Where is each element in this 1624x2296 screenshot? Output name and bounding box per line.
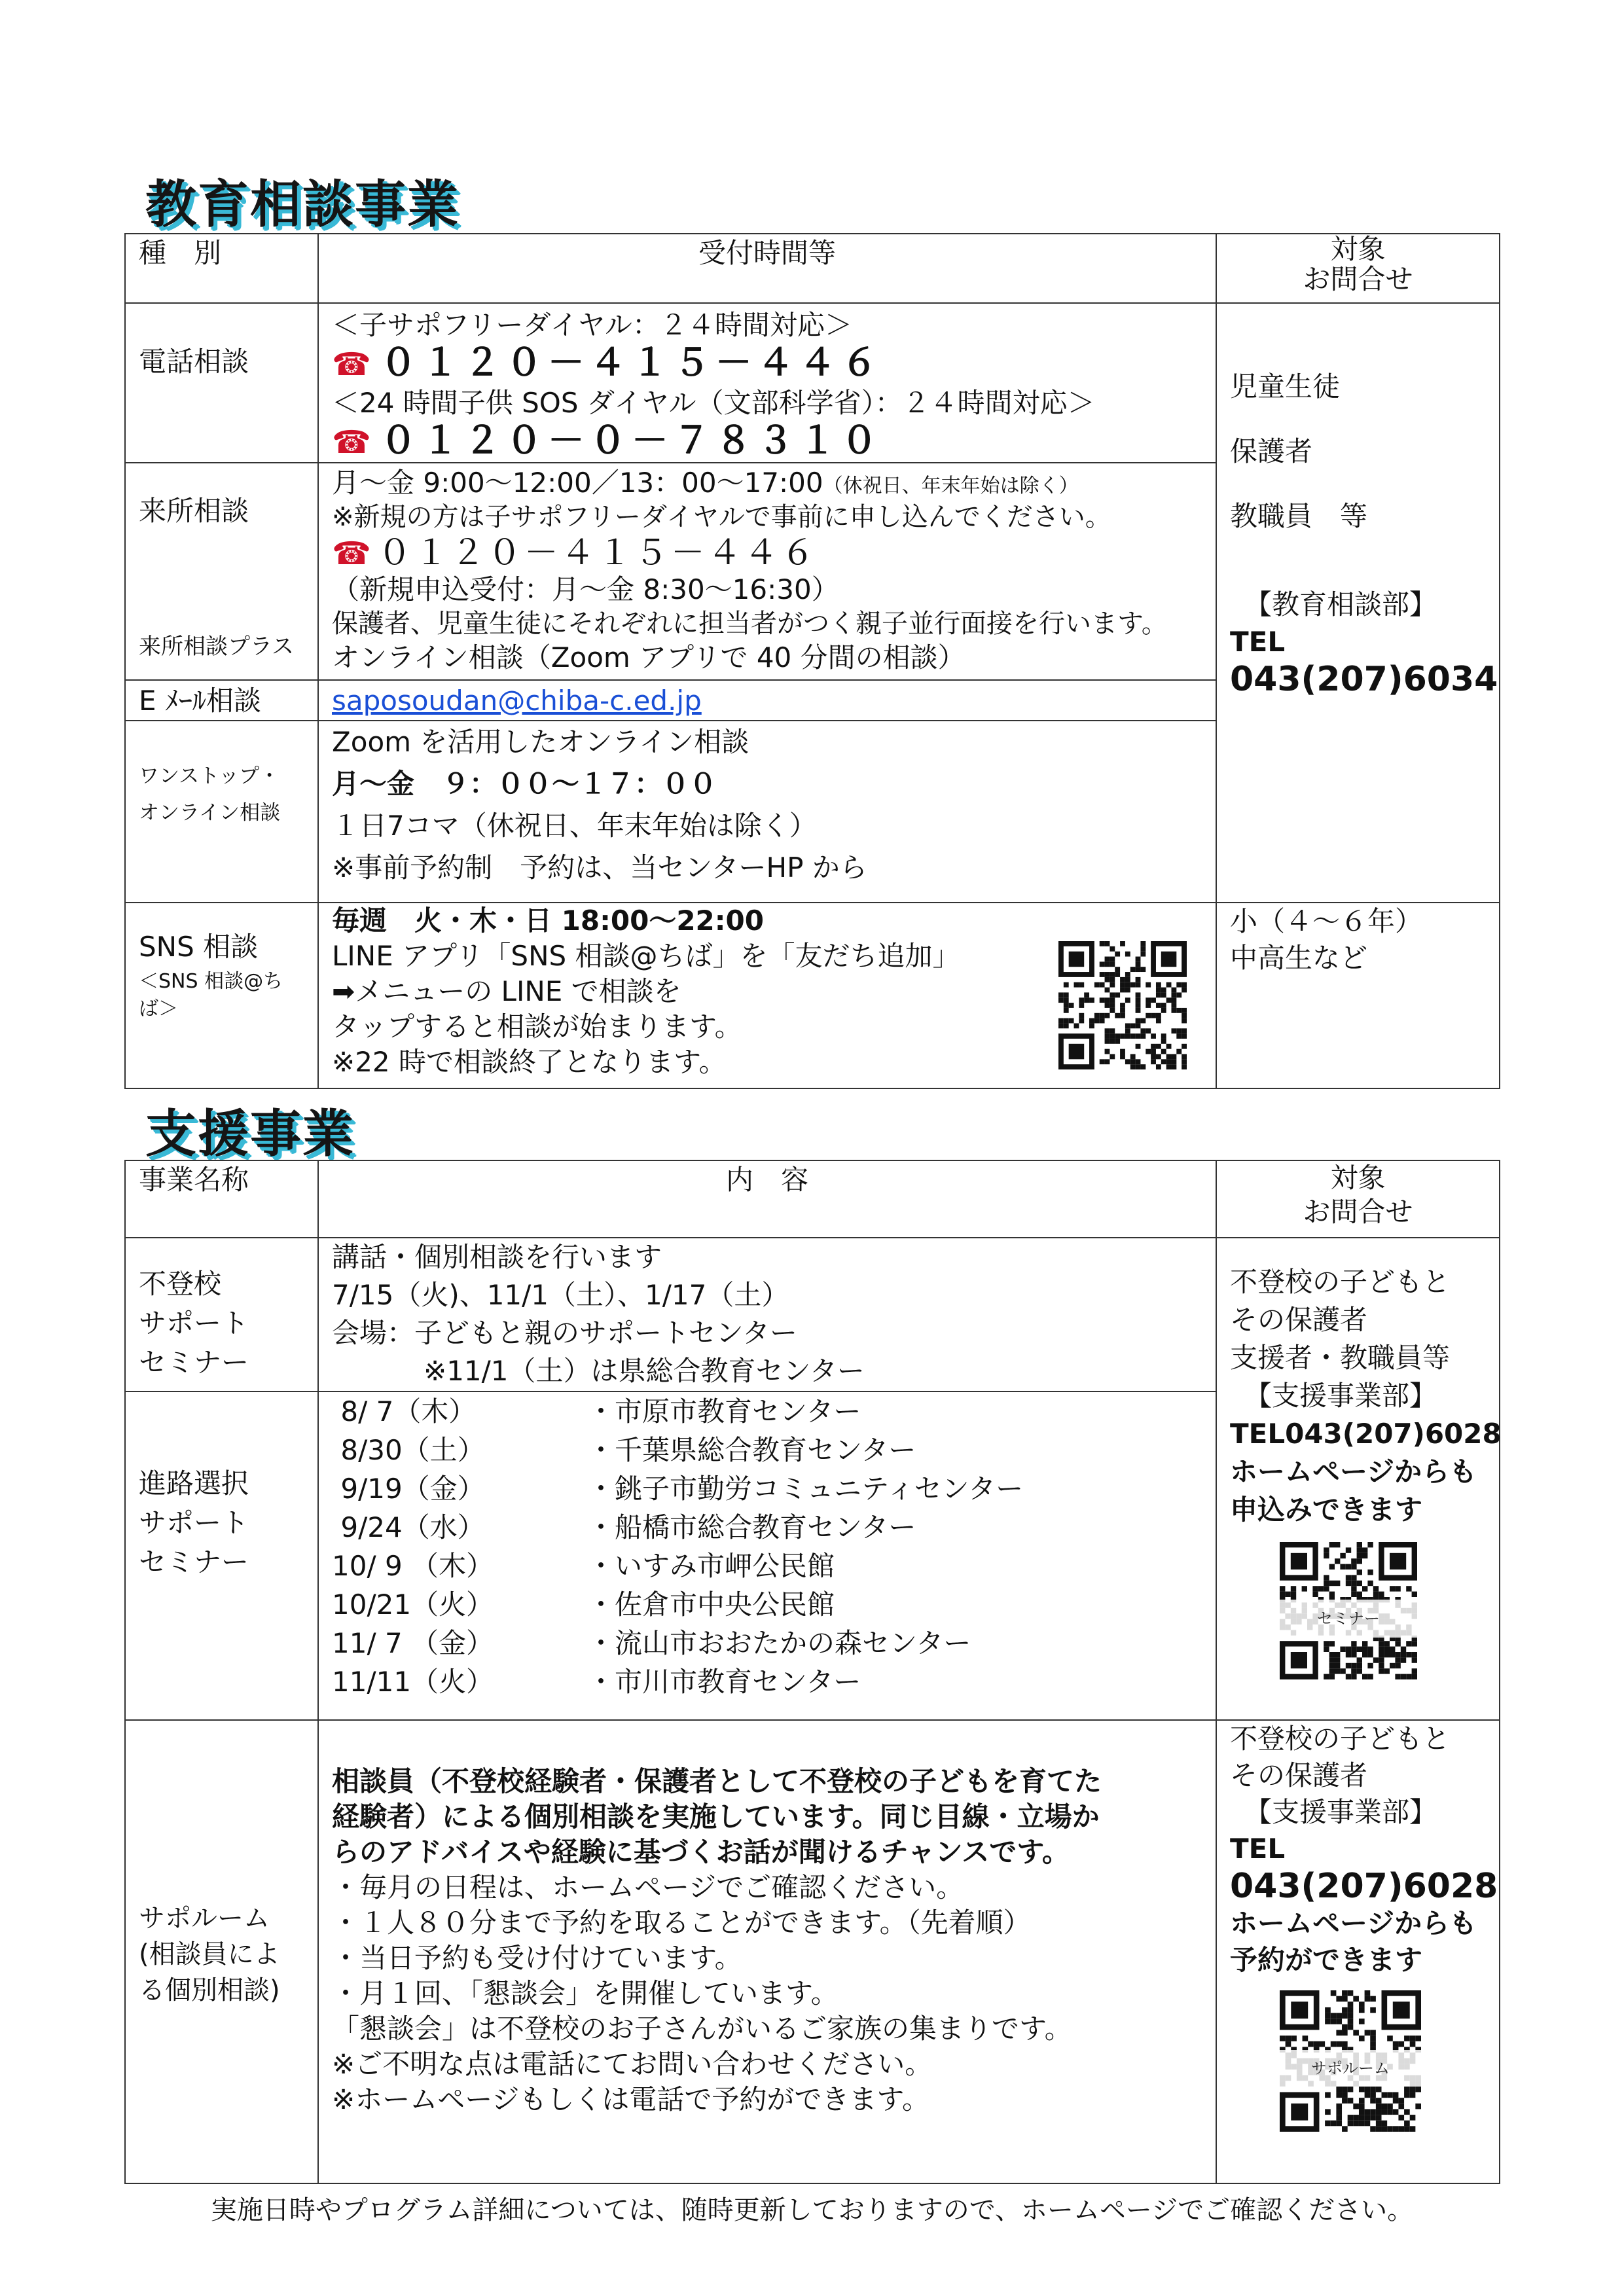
event-list — [332, 1392, 1216, 1701]
saporoom-row — [125, 1720, 1500, 2183]
email-consult-label: E ﾒｰﾙ相談 — [125, 680, 318, 721]
visit-number[interactable]: ☎ ０１２０－４１５－４４６ — [332, 533, 818, 573]
support-table — [124, 1160, 1500, 2184]
onestop-consult-label: ワンストップ・ オンライン相談 — [125, 721, 318, 903]
event-list-item — [332, 1585, 1216, 1624]
section-title-support: 支援事業 — [145, 1105, 355, 1164]
header-content: 内 容 — [318, 1160, 1216, 1238]
sos-dial-caption: ＜24 時間子供 SOS ダイヤル（文部科学省）：２４時間対応＞ — [332, 387, 1095, 419]
event-date: 8/30（土） — [332, 1434, 485, 1466]
visit-consult-label: 来所相談 — [139, 495, 249, 527]
event-date: 9/19（金） — [332, 1473, 485, 1505]
section-title-education: 教育相談事業 — [145, 175, 460, 234]
event-list-item — [332, 1469, 1216, 1508]
event-list-item — [332, 1662, 1216, 1701]
event-date: 11/ 7 （金） — [332, 1627, 494, 1659]
sns-target-cell: 小（４～６年） 中高生など — [1216, 903, 1500, 1088]
event-venue: ・市川市教育センター — [587, 1666, 861, 1698]
header-target: 対象 お問合せ — [1216, 1160, 1500, 1238]
event-list-item — [332, 1624, 1216, 1662]
phone-consult-row — [125, 303, 1500, 463]
saporoom-tel[interactable]: 043(207)6028 — [1230, 1867, 1498, 1906]
sns-consult-label: SNS 相談 ＜SNS 相談@ち ば＞ — [125, 903, 318, 1088]
seminar-tel[interactable]: TEL043(207)6028 — [1230, 1418, 1502, 1450]
support-header-row — [125, 1160, 1500, 1238]
saporoom-target-cell: 不登校の子どもと その保護者 【支援事業部】 TEL 043(207)6028 ホームページからも 予約ができます サポルーム — [1216, 1720, 1500, 2183]
futoko-seminar-row — [125, 1238, 1500, 1391]
visit-consult-content: 月～金 9:00～12:00／13：00～17:00（休祝日、年末年始は除く） ※新規の方は子サポフリーダイヤルで事前に申し込んでください。 ☎ ０１２０－４１５－４４６ （新規申込受付：月～金 8:30～16:30） 保護者、児童生徒にそれぞれに担当者がつく親子並行面接を行います。 オンライン相談（Zoom アプリで 40 分間の相談） — [318, 463, 1216, 680]
phone-consult-content — [318, 303, 1216, 463]
saporoom-content: 相談員（不登校経験者・保護者として不登校の子どもを育てた 経験者）による個別相談を実施しています。同じ目線・立場か らのアドバイスや経験に基づくお話が聞けるチャンスです。 ・毎月の日程は、ホームページでご確認ください。 ・１人８０分まで予約を取ることができます。（先着順） ・当日予約も受け付けています。 ・月１回、「懇談会」を開催しています。 「懇談会」は不登校のお子さんがいるご家族の集まりです。 ※ご不明な点は電話にてお問い合わせください。 ※ホームページもしくは電話で予約ができます。 — [318, 1720, 1216, 2183]
event-list-item — [332, 1392, 1216, 1431]
event-list-item — [332, 1508, 1216, 1547]
visit-consult-label-cell — [125, 463, 318, 680]
futoko-seminar-content: 講話・個別相談を行います 7/15（火)、11/1（土）、1/17（土） 会場：子どもと親のサポートセンター ※11/1（土）は県総合教育センター — [318, 1238, 1216, 1391]
phone-icon: ☎ — [332, 424, 376, 461]
event-date: 10/ 9 （木） — [332, 1550, 494, 1582]
event-venue: ・千葉県総合教育センター — [587, 1434, 916, 1466]
education-dept-tel[interactable]: 043(207)6034 — [1230, 660, 1498, 699]
event-venue: ・流山市おおたかの森センター — [587, 1627, 971, 1659]
shinro-seminar-content — [318, 1391, 1216, 1720]
header-target: 対象 お問合せ — [1216, 234, 1500, 303]
futoko-seminar-label: 不登校 サポート セミナー — [125, 1238, 318, 1391]
event-venue: ・市原市教育センター — [587, 1395, 861, 1427]
phone-icon: ☎ — [332, 346, 376, 383]
saporoom-qr-code[interactable]: サポルーム — [1280, 1990, 1421, 2132]
sns-consult-content: 毎週 火・木・日 18:00～22:00 LINE アプリ「SNS 相談@ちば」を「友だち追加」 ➡メニューの LINE で相談を タップすると相談が始まります。 ※22 時で相談終了となります。 — [318, 903, 1216, 1088]
sns-consult-row — [125, 903, 1500, 1088]
event-list-item — [332, 1547, 1216, 1585]
sns-qr-code[interactable] — [1058, 941, 1187, 1069]
onestop-consult-content: Zoom を活用したオンライン相談 月～金 ９：００～１７：００ １日7コマ（休祝日、年末年始は除く） ※事前予約制 予約は、当センターHP から — [318, 721, 1216, 903]
event-venue: ・いすみ市岬公民館 — [587, 1550, 835, 1582]
education-header-row — [125, 234, 1500, 303]
event-date: 8/ 7（木） — [332, 1395, 477, 1427]
event-venue: ・佐倉市中央公民館 — [587, 1588, 835, 1621]
education-table — [124, 233, 1500, 1089]
education-dept: 【教育相談部】 — [1244, 588, 1437, 620]
shinro-seminar-label: 進路選択 サポート セミナー — [125, 1391, 318, 1720]
header-type: 種 別 — [125, 234, 318, 303]
event-venue: ・銚子市勤労コミュニティセンター — [587, 1473, 1024, 1505]
free-dial-number[interactable]: ☎ ０１２０－４１５－４４６ — [332, 342, 883, 384]
phone-consult-label: 電話相談 — [125, 303, 318, 463]
sos-dial-number[interactable]: ☎ ０１２０－０－７８３１０ — [332, 420, 883, 462]
header-reception: 受付時間等 — [318, 234, 1216, 303]
event-date: 10/21（火） — [332, 1588, 494, 1621]
email-link[interactable]: saposoudan@chiba-c.ed.jp — [332, 684, 702, 717]
header-name: 事業名称 — [125, 1160, 318, 1238]
education-target-cell: 児童生徒 保護者 教職員 等 【教育相談部】 TEL 043(207)6034 — [1216, 303, 1500, 903]
seminar-target-cell: 不登校の子どもと その保護者 支援者・教職員等 【支援事業部】 TEL043(207)6028 ホームページからも 申込みできます セミナー — [1216, 1238, 1500, 1720]
seminar-qr-code[interactable]: セミナー — [1280, 1542, 1417, 1679]
email-consult-content — [318, 680, 1216, 721]
footer-note: 実施日時やプログラム詳細については、随時更新しておりますので、ホームページでご確認ください。 — [210, 2195, 1414, 2225]
phone-icon: ☎ — [332, 535, 374, 572]
event-venue: ・船橋市総合教育センター — [587, 1511, 916, 1543]
event-list-item — [332, 1431, 1216, 1469]
free-dial-caption: ＜子サポフリーダイヤル：２４時間対応＞ — [332, 309, 853, 341]
tel-label: TEL — [1230, 626, 1286, 658]
visit-plus-label: 来所相談プラス — [139, 634, 294, 660]
event-date: 9/24（水） — [332, 1511, 485, 1543]
saporoom-label: サポルーム (相談員によ る個別相談) — [125, 1720, 318, 2183]
event-date: 11/11（火） — [332, 1666, 494, 1698]
